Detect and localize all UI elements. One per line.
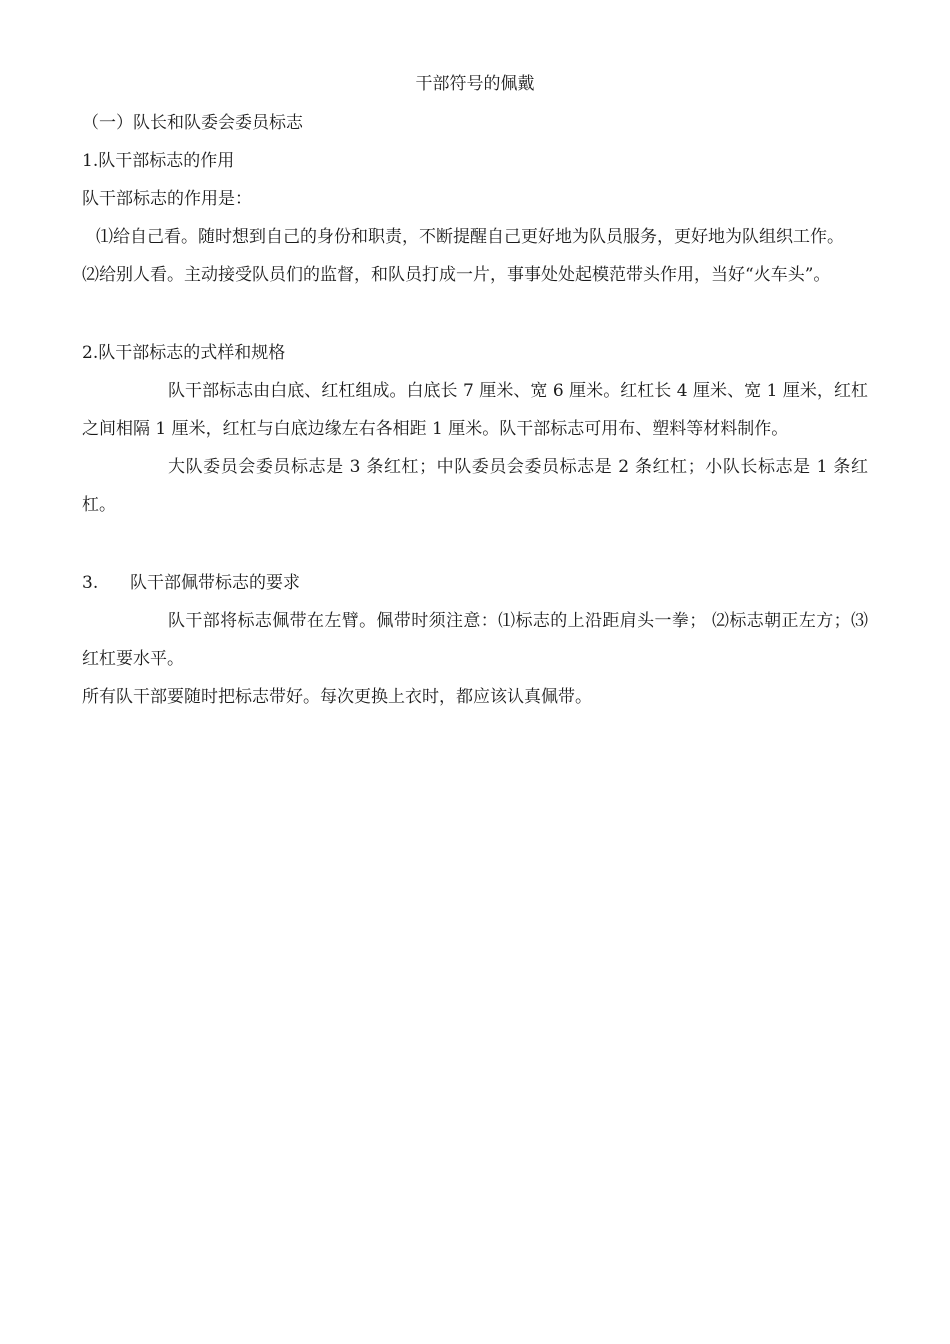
subsection-1-item-2: ⑵给别人看。主动接受队员们的监督，和队员打成一片，事事处处起模范带头作用，当好“火车头”。 [82, 265, 831, 285]
subsection-2-paragraph-1: 队干部标志由白底、红杠组成。白底长 7 厘米、宽 6 厘米。红杠长 4 厘米、宽 1 厘米，红杠之间相隔 1 厘米，红杠与白底边缘左右各相距 1 厘米。队干部标志可用布、塑料等材料制作。 [82, 381, 868, 439]
subsection-3-paragraph-2: 所有队干部要随时把标志带好。每次更换上衣时，都应该认真佩带。 [82, 687, 592, 707]
subsection-1-heading: 1.队干部标志的作用 [82, 151, 235, 171]
document-title: 干部符号的佩戴 [415, 74, 535, 94]
subsection-2-heading: 2.队干部标志的式样和规格 [82, 343, 286, 363]
subsection-1-intro: 队干部标志的作用是： [82, 189, 252, 209]
section-heading: （一）队长和队委会委员标志 [82, 113, 303, 133]
subsection-2-paragraph-2: 大队委员会委员标志是 3 条红杠；中队委员会委员标志是 2 条红杠；小队长标志是 1 条红杠。 [82, 457, 868, 515]
subsection-3-heading: 队干部佩带标志的要求 [130, 573, 300, 593]
document-page [82, 64, 868, 716]
spacer [82, 294, 868, 334]
subsection-3-paragraph-1: 队干部将标志佩带在左臂。佩带时须注意：⑴标志的上沿距肩头一拳； ⑵标志朝正左方；⑶红杠要水平。 [82, 611, 868, 669]
subsection-1-item-1: ⑴给自己看。随时想到自己的身份和职责，不断提醒自己更好地为队员服务，更好地为队组织工作。 [96, 227, 844, 247]
subsection-3-number: 3. [82, 573, 99, 593]
spacer [82, 524, 868, 564]
subsection-3-heading-row [82, 564, 868, 602]
